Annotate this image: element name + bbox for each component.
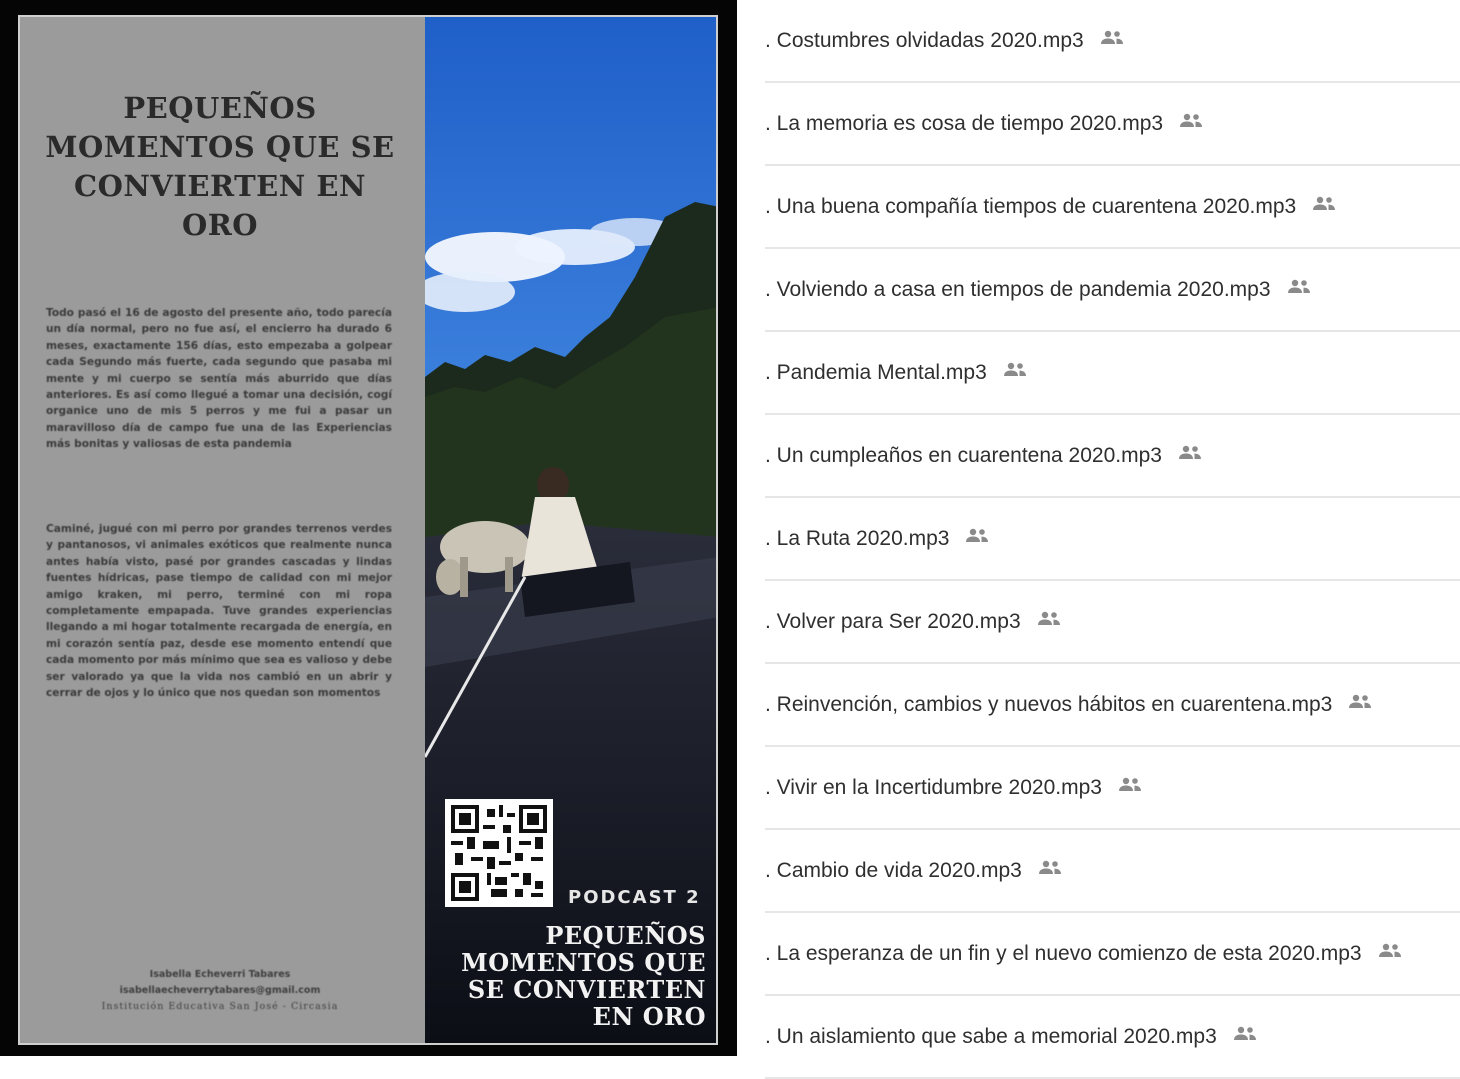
file-row[interactable]	[765, 0, 1460, 83]
school-name: Institución Educativa San José - Circasia	[101, 1001, 339, 1012]
file-row[interactable]	[765, 830, 1460, 913]
file-row[interactable]	[765, 581, 1460, 664]
file-row[interactable]	[765, 166, 1460, 249]
file-name[interactable]: . Volver para Ser 2020.mp3	[765, 609, 1021, 633]
file-row[interactable]	[765, 83, 1460, 166]
photo-title: PEQUEÑOS MOMENTOS QUE SE CONVIERTEN EN ORO	[461, 921, 706, 1031]
file-name[interactable]: . La esperanza de un fin y el nuevo comienzo de esta 2020.mp3	[765, 941, 1362, 965]
qr-code-icon	[451, 805, 547, 901]
podcast-label: PODCAST 2	[568, 887, 701, 908]
shared-icon	[1001, 361, 1029, 379]
file-name[interactable]: . Pandemia Mental.mp3	[765, 360, 987, 384]
file-row[interactable]	[765, 249, 1460, 332]
poster-story-paragraph: Caminé, jugué con mi perro por grandes terrenos verdes y pantanosos, vi animales exóticos que realmente nunca antes había visto, pasé por grandes cascadas y lindas fuentes hídricas, pase tiempo de calidad con mi mejor amigo kraken, mi perro, terminé con mi ropa completamente empapada. Tuve grandes experiencias llegando a mi hogar totalmente recargada de energía, en mi corazón sentía paz, desde ese momento entendí que cada momento por más mínimo que sea es valioso y debe ser valorado ya que la vida nos cambió en un abrir y cerrar de ojos y lo único que nos quedan son momentos	[46, 523, 392, 700]
shared-icon	[1116, 776, 1144, 794]
file-name[interactable]: . Cambio de vida 2020.mp3	[765, 858, 1022, 882]
file-row[interactable]	[765, 664, 1460, 747]
shared-icon	[1176, 444, 1204, 462]
shared-icon	[1376, 942, 1404, 960]
file-row[interactable]	[765, 498, 1460, 581]
file-row[interactable]	[765, 996, 1460, 1079]
file-name[interactable]: . La Ruta 2020.mp3	[765, 526, 950, 550]
poster-image	[0, 0, 737, 1056]
file-row[interactable]	[765, 415, 1460, 498]
shared-icon	[1177, 112, 1205, 130]
shared-icon	[1231, 1025, 1259, 1043]
poster-text-panel	[20, 17, 425, 1043]
audio-file-list	[765, 0, 1460, 1079]
file-name[interactable]: . Volviendo a casa en tiempos de pandemia 2020.mp3	[765, 277, 1271, 301]
file-name[interactable]: . Vivir en la Incertidumbre 2020.mp3	[765, 775, 1102, 799]
file-row[interactable]	[765, 913, 1460, 996]
shared-icon	[963, 527, 991, 545]
qr-code[interactable]	[445, 799, 553, 907]
poster-story-paragraph: Todo pasó el 16 de agosto del presente año, todo parecía un día normal, pero no fue así, el encierro ha durado 6 meses, exactamente 156 días, esto empezaba a golpear cada Segundo más fuerte, cada segundo que pasaba mi mente y mi cuerpo se sentía más aburrido que días anteriores. Es así como llegué a tomar una decisión, cogí organice uno de mis 5 perros y me fui a pasar un maravilloso día de campo fue una de las Experiencias más bonitas y valiosas de esta pandemia	[46, 307, 392, 451]
file-row[interactable]	[765, 332, 1460, 415]
poster	[18, 15, 718, 1045]
author-email: isabellaecheverrytabares@gmail.com	[119, 985, 321, 996]
file-name[interactable]: . Un aislamiento que sabe a memorial 2020.mp3	[765, 1024, 1217, 1048]
file-name[interactable]: . Un cumpleaños en cuarentena 2020.mp3	[765, 443, 1162, 467]
shared-icon	[1285, 278, 1313, 296]
file-name[interactable]: . Costumbres olvidadas 2020.mp3	[765, 28, 1084, 52]
shared-icon	[1310, 195, 1338, 213]
file-name[interactable]: . Una buena compañía tiempos de cuarentena 2020.mp3	[765, 194, 1297, 218]
shared-icon	[1035, 610, 1063, 628]
file-name[interactable]: . La memoria es cosa de tiempo 2020.mp3	[765, 111, 1164, 135]
poster-credits	[60, 967, 380, 1015]
file-row[interactable]	[765, 747, 1460, 830]
shared-icon	[1036, 859, 1064, 877]
shared-icon	[1346, 693, 1374, 711]
file-name[interactable]: . Reinvención, cambios y nuevos hábitos en cuarentena.mp3	[765, 692, 1333, 716]
author-name: Isabella Echeverri Tabares	[149, 969, 291, 980]
shared-icon	[1098, 29, 1126, 47]
poster-title: PEQUEÑOS MOMENTOS QUE SE CONVIERTEN EN ORO	[45, 91, 395, 242]
